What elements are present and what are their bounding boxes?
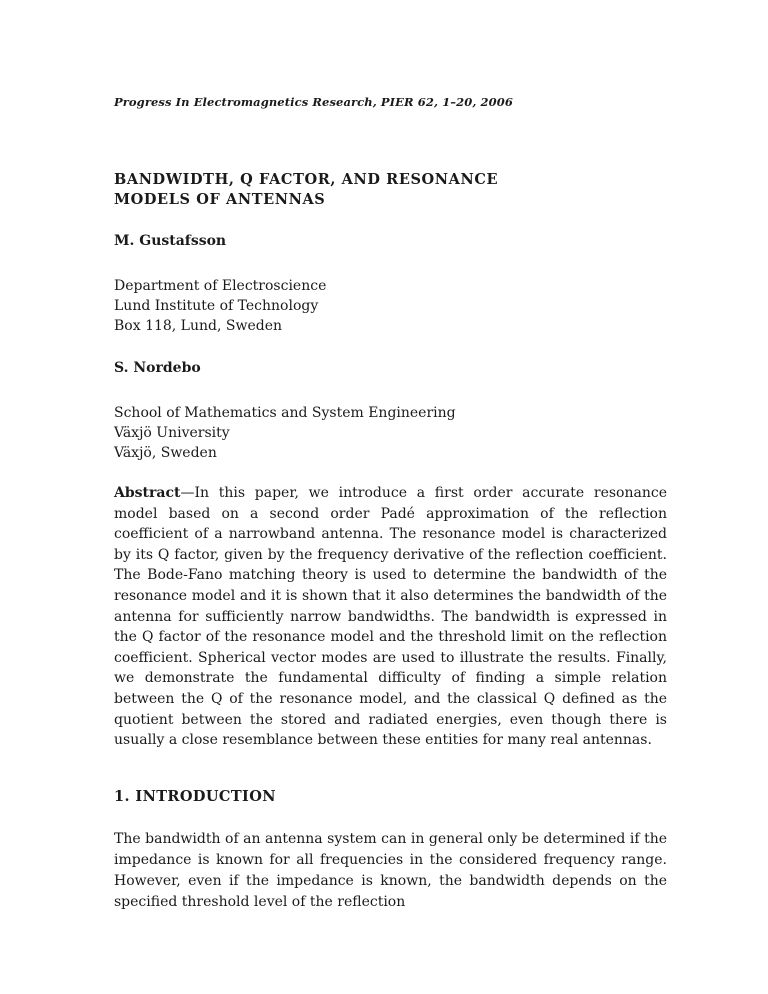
abstract (114, 483, 667, 751)
affiliation-line: Växjö, Sweden (114, 445, 217, 461)
section-heading: 1. INTRODUCTION (114, 788, 276, 805)
author-affiliation (114, 403, 456, 463)
section-paragraph: The bandwidth of an antenna system can in general only be determined if the impedance is known for all frequencies in the considered frequency range. However, even if the impedance is known, the bandwidth depends on the specified threshold level of the reflection (114, 831, 667, 910)
abstract-text: —In this paper, we introduce a first order accurate resonance model based on a second order Padé approximation of the reflection coefficient of a narrowband antenna. The resonance model is characterized by its Q factor, given by the frequency derivative of the reflection coefficient. The Bode-Fano matching theory is used to determine the bandwidth of the resonance model and it is shown that it also determines the bandwidth of the antenna for sufficiently narrow bandwidths. The bandwidth is expressed in the Q factor of the resonance model and the threshold limit on the reflection coefficient. Spherical vector modes are used to illustrate the results. Finally, we demonstrate the fundamental difficulty of finding a simple relation between the Q of the resonance model, and the classical Q defined as the quotient between the stored and radiated energies, even though there is usually a close resemblance between these entities for many real antennas. (114, 485, 667, 749)
affiliation-line: Department of Electroscience (114, 278, 327, 294)
author-name: M. Gustafsson (114, 233, 227, 249)
author-name: S. Nordebo (114, 360, 201, 376)
paper-title (114, 170, 498, 210)
title-line-2: MODELS OF ANTENNAS (114, 191, 326, 208)
title-line-1: BANDWIDTH, Q FACTOR, AND RESONANCE (114, 171, 499, 188)
affiliation-line: Växjö University (114, 425, 230, 441)
abstract-label: Abstract (114, 485, 181, 501)
journal-header: Progress In Electromagnetics Research, PIER 62, 1–20, 2006 (114, 95, 513, 109)
author-affiliation (114, 276, 326, 336)
affiliation-line: School of Mathematics and System Engineering (114, 405, 456, 421)
affiliation-line: Box 118, Lund, Sweden (114, 318, 282, 334)
affiliation-line: Lund Institute of Technology (114, 298, 319, 314)
